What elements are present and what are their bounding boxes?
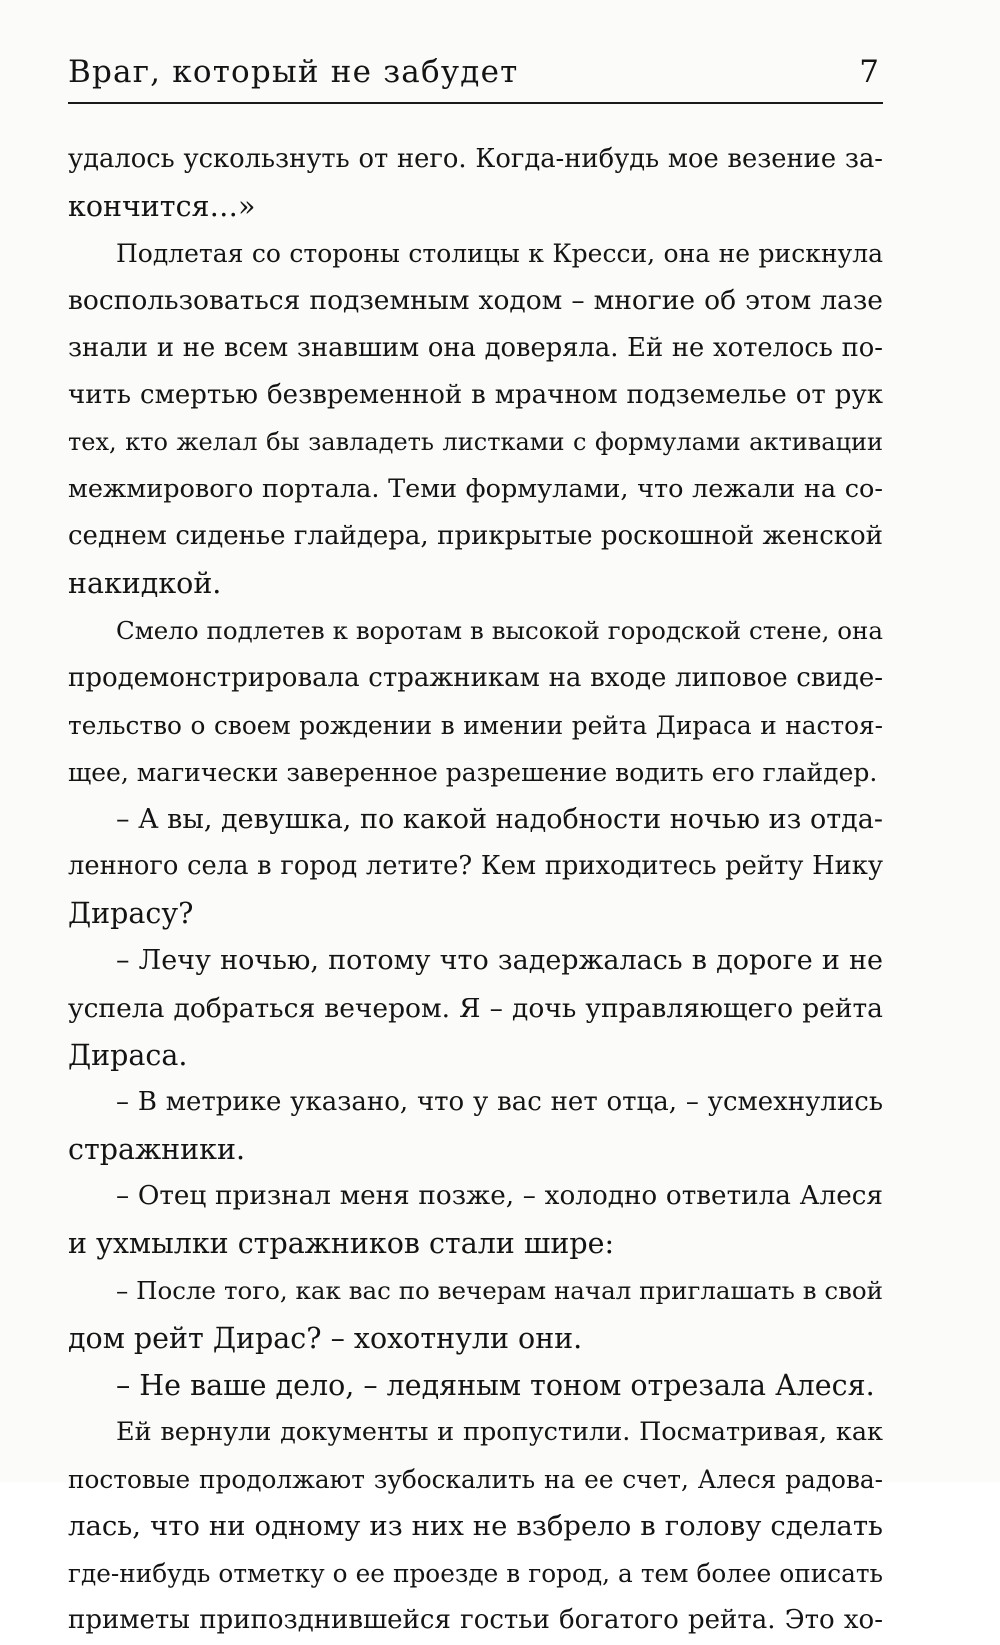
text-line: приметы припозднившейся гостьи богатого рейта. Это хо- — [68, 1605, 883, 1636]
running-title: Враг, который не забудет — [68, 54, 519, 90]
header-rule — [68, 102, 883, 104]
text-line: Ей вернули документы и пропустили. Посматривая, как — [116, 1416, 883, 1447]
text-line: дом рейт Дирас? – хохотнули они. — [68, 1321, 583, 1355]
text-line: – Лечу ночью, потому что задержалась в дороге и не — [116, 945, 883, 977]
text-line: Подлетая со стороны столицы к Кресси, она не рискнула — [116, 239, 883, 269]
text-line: знали и не всем знавшим она доверяла. Ей не хотелось по- — [68, 332, 883, 363]
text-line: тех, кто желал бы завладеть листками с формулами активации — [68, 427, 883, 456]
text-line: воспользоваться подземным ходом – многие об этом лазе — [68, 285, 883, 317]
text-line: стражники. — [68, 1132, 246, 1166]
text-line: и ухмылки стражников стали шире: — [68, 1227, 615, 1261]
text-line: Дираса. — [68, 1038, 188, 1072]
text-line: – Не ваше дело, – ледяным тоном отрезала Алеся. — [116, 1368, 875, 1402]
text-line: лась, что ни одному из них не взбрело в голову сделать — [68, 1510, 883, 1543]
page-number: 7 — [859, 54, 879, 90]
text-line: щее, магически заверенное разрешение водить его глайдер. — [68, 757, 878, 787]
text-line: накидкой. — [68, 567, 222, 601]
text-line: межмирового портала. Теми формулами, что лежали на со- — [68, 473, 883, 504]
text-line: чить смертью безвременной в мрачном подземелье от рук — [68, 379, 883, 410]
text-line: – После того, как вас по вечерам начал приглашать в свой — [116, 1276, 883, 1306]
text-line: продемонстрировала стражникам на входе липовое свиде- — [68, 662, 883, 693]
text-line: постовые продолжают зубоскалить на ее счет, Алеся радова- — [68, 1464, 883, 1494]
text-line: – А вы, девушка, по какой надобности ночью из отда- — [116, 803, 883, 835]
running-header — [68, 52, 883, 96]
text-line: – В метрике указано, что у вас нет отца, – усмехнулись — [116, 1086, 883, 1117]
text-line: ленного села в город летите? Кем приходитесь рейту Нику — [68, 851, 883, 882]
text-line: успела добраться вечером. Я – дочь управляющего рейта — [68, 992, 883, 1024]
text-line: Дирасу? — [68, 897, 194, 931]
text-line: тельство о своем рождении в имении рейта Дираса и настоя- — [68, 710, 883, 740]
text-line: Смело подлетев к воротам в высокой городской стене, она — [116, 616, 883, 646]
body-text — [68, 136, 883, 1645]
text-line: удалось ускользнуть от него. Когда-нибудь мое везение за- — [68, 144, 883, 174]
text-line: кончится…» — [68, 190, 256, 224]
text-line: – Отец признал меня позже, – холодно ответила Алеся — [116, 1181, 883, 1212]
text-line: где-нибудь отметку о ее проезде в город, а тем более описать — [68, 1559, 883, 1589]
text-line: седнем сиденье глайдера, прикрытые роскошной женской — [68, 521, 883, 552]
